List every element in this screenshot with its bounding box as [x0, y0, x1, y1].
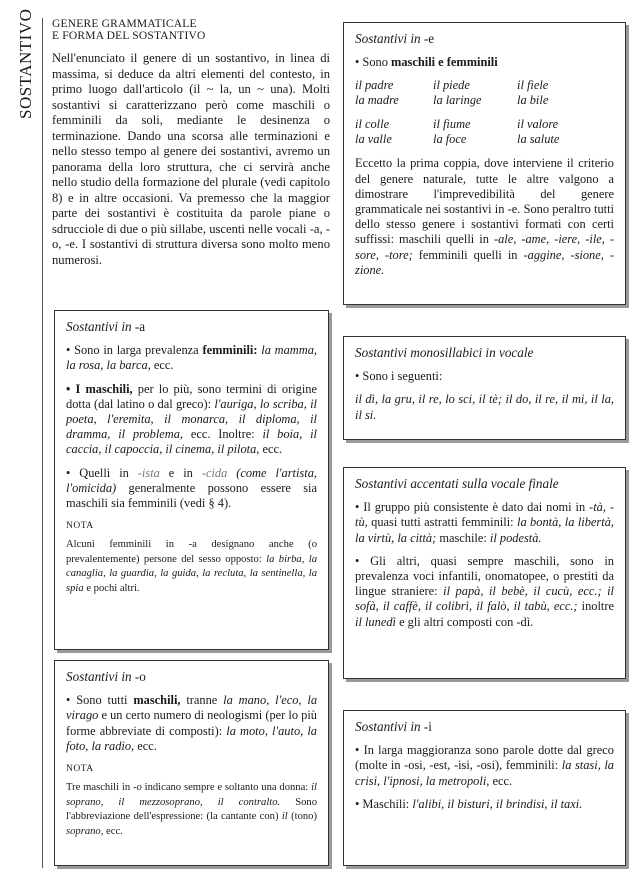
bullet-altri: • Gli altri, quasi sempre maschili, sono in prevalenza voci infantili, onomatopee, o prestiti da lingue straniere: il papà, il bebè, il cucù, ecc.; il sofà, il caffè, il colibrì, il falò, il tabù, ecc.; inoltre il lunedì e gli altri composti con -dì. — [355, 553, 614, 629]
bullet-seguenti: • Sono i seguenti: — [355, 369, 443, 384]
examples-grid-1: il padre il piede il fiele la madre la laringe la bile — [355, 78, 549, 108]
nota-label: NOTA — [66, 521, 94, 532]
bullet-ta-tu: • Il gruppo più consistente è dato dai nomi in -tà, -tù, quasi tutti astratti femminili: la bontà, la libertà, la virtù, la città; maschile: il podestà. — [355, 500, 614, 545]
nota-text: Alcuni femminili in -a designano anche (o prevalentemente) persone del sesso opposto: la birba, la canaglia, la guardia, la guida, la recluta, la sentinella, la spia e pochi altri. — [66, 539, 317, 594]
bullet-ista-cida: • Quelli in -ista e in -cida (come l'artista, l'omicida) generalmente possono essere sia maschili sia femminili (vedi § 4). — [66, 465, 317, 511]
box-title: Sostantivi accentati sulla vocale finale — [355, 476, 559, 491]
box-sostantivi-a — [54, 310, 329, 650]
box-title: Sostantivi monosillabici in vocale — [355, 345, 534, 360]
box-title: Sostantivi in -i — [355, 719, 432, 734]
intro-paragraph: Nell'enunciato il genere di un sostantivo, in linea di massima, si deduce da altri elementi del contesto, in primo luogo dall'articolo (il ~ la, un ~ una). Molti sostantivi si caratterizzano però come maschili o femminili da soli, mediante le desinenza o terminazione. Dando una scorsa alle terminazioni e nello stesso tempo al genere dei sostantivi, avremo un panorama della loro struttura, che ci servirà anche nello studio della formazione del plurale (vedi capitolo 8) e in altre occasioni. Va premesso che la maggior parte dei sostantivi è costituita da parole piane o sdrucciole di due o più sillabe, uscenti nelle vocali -a, -o, -e. I sostantivi di struttura diversa sono molto meno numerosi. — [52, 51, 330, 267]
bullet-genere: • Sono maschili e femminili — [355, 55, 498, 70]
chapter-spine-label: SOSTANTIVO — [16, 8, 35, 119]
box-title: Sostantivi in -e — [355, 31, 435, 46]
box-title: Sostantivi in -a — [66, 319, 146, 334]
nota-label: NOTA — [66, 764, 94, 775]
intro-section — [52, 18, 330, 268]
examples-grid-2: il colle il fiume il valore la valle la foce la salute — [355, 117, 560, 147]
box-sostantivi-e — [343, 22, 626, 305]
bullet-maschili: • Maschili: l'alibi, il bisturi, il brindisi, il taxi. — [355, 796, 583, 811]
box-title: Sostantivi in -o — [66, 669, 146, 684]
bullet-femminili: • Sono in larga prevalenza femminili: la mamma, la rosa, la barca, ecc. — [66, 343, 317, 373]
box-sostantivi-i — [343, 710, 626, 866]
box-sostantivi-o — [54, 660, 329, 866]
nota-text: Tre maschili in -o indicano sempre e soltanto una donna: il soprano, il mezzosoprano, il contralto. Sono l'abbreviazione dell'espressione: (la cantante con) il (tono) soprano, ecc. — [66, 782, 317, 837]
bullet-maschili: • I maschili, per lo più, sono termini di origine dotta (dal latino o dal greco): l'auriga, lo scriba, il poeta, l'eremita, il monarca, il diploma, il dramma, il problema, ecc. Inoltre: il boia, il caccia, il capoccia, il cinema, il pilota, ecc. — [66, 381, 317, 457]
box-monosillabici — [343, 336, 626, 440]
chapter-spine — [14, 8, 36, 120]
vertical-divider — [42, 18, 43, 868]
bullet-femminili: • In larga maggioranza sono parole dotte dal greco (molte in -osi, -est, -isi, -osi), femminili: la stasi, la crisi, l'ipnosi, la metropoli, ecc. — [355, 743, 615, 788]
intro-title: GENERE GRAMMATICALE E FORMA DEL SOSTANTIVO — [52, 18, 206, 42]
bullet-maschili: • Sono tutti maschili, tranne la mano, l'eco, la virago e un certo numero di neologismi (per lo più forme abbreviate di composti): la moto, l'auto, la foto, la radio, ecc. — [66, 693, 318, 753]
box-accentati — [343, 467, 626, 679]
explanation-paragraph: Eccetto la prima coppia, dove interviene il criterio del genere naturale, tutte le altre valgono a dimostrare l'imprevedibilità del genere grammaticale nei sostantivi in -e. Sono peraltro tutti dello stesso genere i sostantivi formati con certi suffissi: maschili quelli in -ale, -ame, -iere, -ile, -sore, -tore; femminili quelli in -aggine, -sione, -zione. — [355, 156, 614, 277]
monosyllable-list: il dì, la gru, il re, lo sci, il tè; il do, il re, il mi, il la, il si. — [355, 392, 614, 422]
